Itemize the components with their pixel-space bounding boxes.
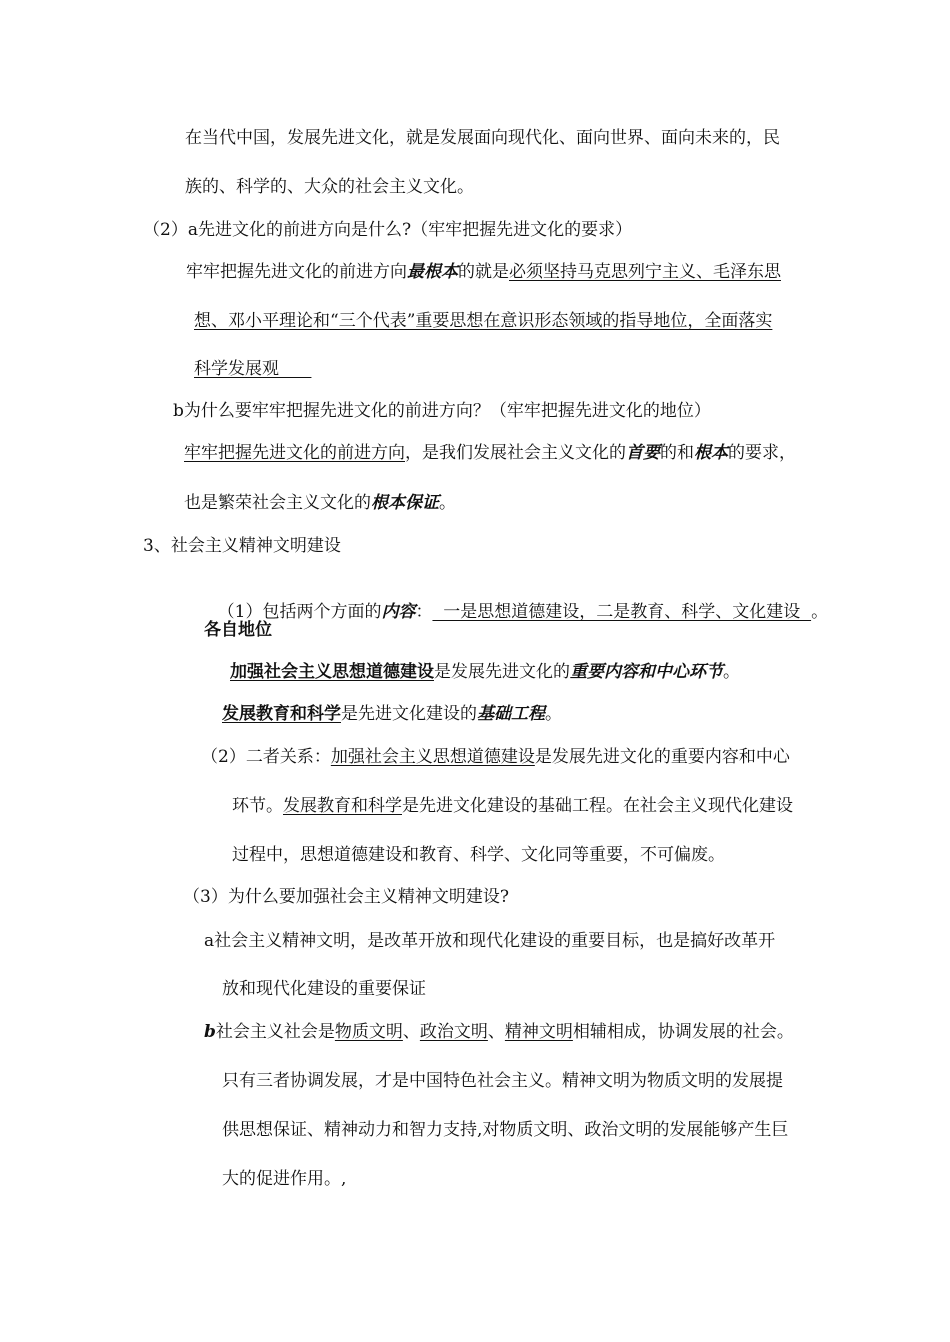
question-heading: （3）为什么要加强社会主义精神文明建设? xyxy=(183,887,509,907)
paragraph-line: 只有三者协调发展，才是中国特色社会主义。精神文明为物质文明的发展提 xyxy=(222,1071,783,1091)
text-span: （1）包括两个方面的 xyxy=(217,602,382,622)
emphasis-text: b xyxy=(204,1022,216,1042)
paragraph-line xyxy=(186,260,781,284)
underlined-text: 精神文明 xyxy=(504,1022,573,1042)
underlined-text: 加强社会主义思想道德建设 xyxy=(230,662,434,682)
paragraph-line xyxy=(222,702,562,726)
paragraph-line xyxy=(196,576,828,648)
paragraph-line: 大的促进作用。, xyxy=(222,1169,347,1189)
emphasis-text: 基础工程 xyxy=(477,704,545,724)
underlined-text: 发展教育和科学 xyxy=(222,704,341,724)
paragraph-line xyxy=(230,660,740,684)
emphasis-text: 最根本 xyxy=(407,262,458,282)
text-span: ，是我们发展社会主义文化的 xyxy=(405,443,626,463)
paragraph-line: 族的、科学的、大众的社会主义文化。 xyxy=(185,177,474,197)
paragraph-line xyxy=(184,491,456,515)
question-heading: b为什么要牢牢把握先进文化的前进方向？（牢牢把握先进文化的地位） xyxy=(173,401,711,421)
text-span: 的和 xyxy=(660,443,694,463)
text-span: 相辅相成，协调发展的社会。 xyxy=(572,1022,794,1042)
paragraph-line xyxy=(232,794,793,818)
emphasis-text: 根本 xyxy=(694,443,728,463)
question-heading: （2）a先进文化的前进方向是什么?（牢牢把握先进文化的要求） xyxy=(143,220,633,240)
paragraph-line: 放和现代化建设的重要保证 xyxy=(222,979,426,999)
paragraph-line xyxy=(204,1020,794,1044)
text-span: 。 xyxy=(545,704,562,724)
text-span: 。 xyxy=(811,602,829,622)
section-heading: 3、社会主义精神文明建设 xyxy=(143,536,341,556)
text-span: 的要求， xyxy=(728,443,796,463)
text-span: ： xyxy=(415,602,433,622)
emphasis-text: 首要 xyxy=(626,443,660,463)
emphasis-text: 内容 xyxy=(381,602,416,622)
text-span: 是发展先进文化的重要内容和中心 xyxy=(534,747,790,767)
text-span: 、 xyxy=(402,1022,420,1042)
text-span: 是发展先进文化的 xyxy=(434,662,570,682)
text-span: 环节。 xyxy=(232,796,283,816)
underlined-text: 必须坚持马克思列宁主义、毛泽东思 xyxy=(509,262,781,282)
text-span: 、 xyxy=(487,1022,505,1042)
text-span: 牢牢把握先进文化的前进方向 xyxy=(186,262,407,282)
paragraph-line: 过程中，思想道德建设和教育、科学、文化同等重要，不可偏废。 xyxy=(232,845,725,865)
underlined-text: 牢牢把握先进文化的前进方向 xyxy=(184,443,405,463)
text-span: 。 xyxy=(439,493,456,513)
subheading: 各自地位 xyxy=(204,620,272,640)
emphasis-text: 根本保证 xyxy=(371,493,439,513)
underlined-text: 发展教育和科学 xyxy=(283,796,402,816)
paragraph-line xyxy=(184,441,796,465)
text-span: 社会主义社会是 xyxy=(215,1022,335,1042)
underlined-text: 政治文明 xyxy=(419,1022,488,1042)
underlined-line: 想、邓小平理论和“三个代表”重要思想在意识形态领域的指导地位，全面落实 xyxy=(194,311,773,331)
text-span: 也是繁荣社会主义文化的 xyxy=(184,493,371,513)
text-span: 是先进文化建设的基础工程。在社会主义现代化建设 xyxy=(402,796,793,816)
text-span: （2）二者关系： xyxy=(201,747,331,767)
paragraph-line: 在当代中国，发展先进文化，就是发展面向现代化、面向世界、面向未来的，民 xyxy=(185,128,780,148)
text-span: 是先进文化建设的 xyxy=(341,704,477,724)
paragraph-line xyxy=(201,745,790,769)
emphasis-text: 重要内容和中心环节 xyxy=(570,662,723,682)
underlined-text: 一是思想道德建设，二是教育、科学、文化建设 xyxy=(432,602,812,622)
underlined-text: 物质文明 xyxy=(334,1022,403,1042)
paragraph-line: a社会主义精神文明，是改革开放和现代化建设的重要目标，也是搞好改革开 xyxy=(204,931,776,951)
text-span: 。 xyxy=(723,662,740,682)
paragraph-line: 供思想保证、精神动力和智力支持,对物质文明、政治文明的发展能够产生巨 xyxy=(222,1120,789,1140)
underlined-text: 加强社会主义思想道德建设 xyxy=(330,747,535,767)
text-span: 的就是 xyxy=(458,262,509,282)
underlined-line: 科学发展观 xyxy=(194,359,312,379)
